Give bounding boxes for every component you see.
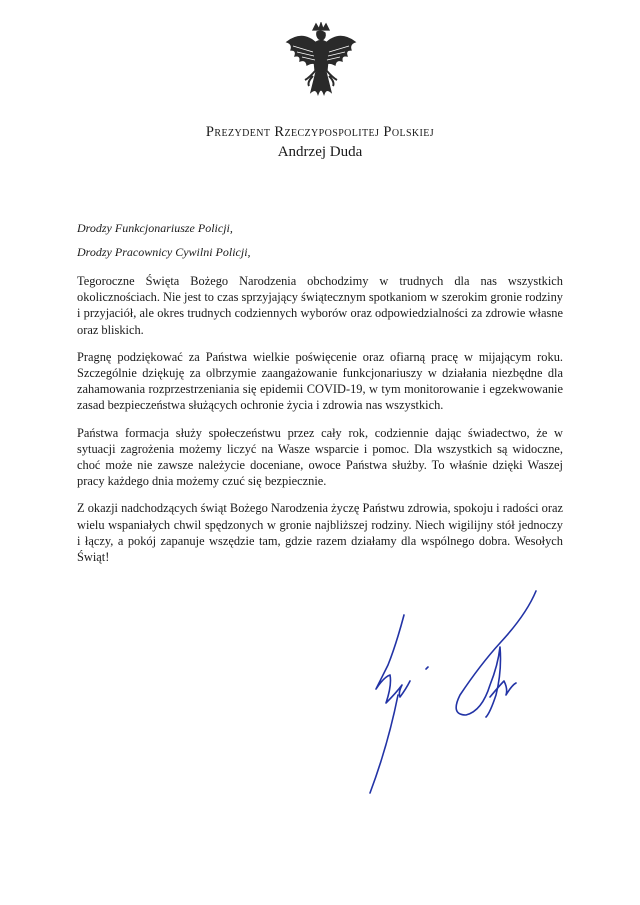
polish-eagle-icon (283, 22, 359, 122)
salutation-line-1: Drodzy Funkcjonariusze Policji, (77, 221, 233, 235)
handwritten-signature (340, 585, 560, 805)
letterhead (0, 123, 640, 162)
paragraph-3: Państwa formacja służy społeczeństwu przez cały rok, codziennie dając świadectwo, że w sytuacji zagrożenia możemy liczyć na Wasze wsparcie i pomoc. Dla wszystkich są widoczne, choć może nie zawsze należycie doceniane, owoce Państwa służby. To właśnie dzięki Waszej pracy każdego dnia możemy czuć się bezpiecznie. (77, 425, 563, 489)
paragraph-1: Tegoroczne Święta Bożego Narodzenia obchodzimy w trudnych dla nas wszystkich okolicznościach. Nie jest to czas sprzyjający świątecznym spotkaniom w szerokim gronie rodziny i przyjaciół, ale okres trudnych codziennych wyborów oraz odpowiedzialności za zdrowie własne oraz bliskich. (77, 274, 563, 337)
salutation (77, 216, 251, 264)
salutation-line-2: Drodzy Pracownicy Cywilni Policji, (77, 245, 251, 259)
letter-body (77, 273, 563, 576)
office-title: Prezydent Rzeczypospolitej Polskiej (205, 124, 435, 140)
paragraph-2: Pragnę podziękować za Państwa wielkie poświęcenie oraz ofiarną pracę w mijającym roku. Szczególnie dziękuję za olbrzymie zaangażowanie funkcjonariuszy w działania niezbędne dla zahamowania rozprzestrzeniania się epidemii COVID-19, w tym monitorowanie i egzekwowanie zasad bezpieczeństwa służących ochronie życia i zdrowia nas wszystkich. (77, 349, 563, 413)
president-name: Andrzej Duda (277, 144, 363, 160)
paragraph-4: Z okazji nadchodzących świąt Bożego Narodzenia życzę Państwu zdrowia, spokoju i radości oraz wielu wspaniałych chwil spędzonych w gronie najbliższej rodziny. Niech wigilijny stół jednoczy i łączy, a pokój zapanuje wszędzie tam, gdzie razem działamy dla wspólnego dobra. Wesołych Świąt! (77, 501, 563, 565)
